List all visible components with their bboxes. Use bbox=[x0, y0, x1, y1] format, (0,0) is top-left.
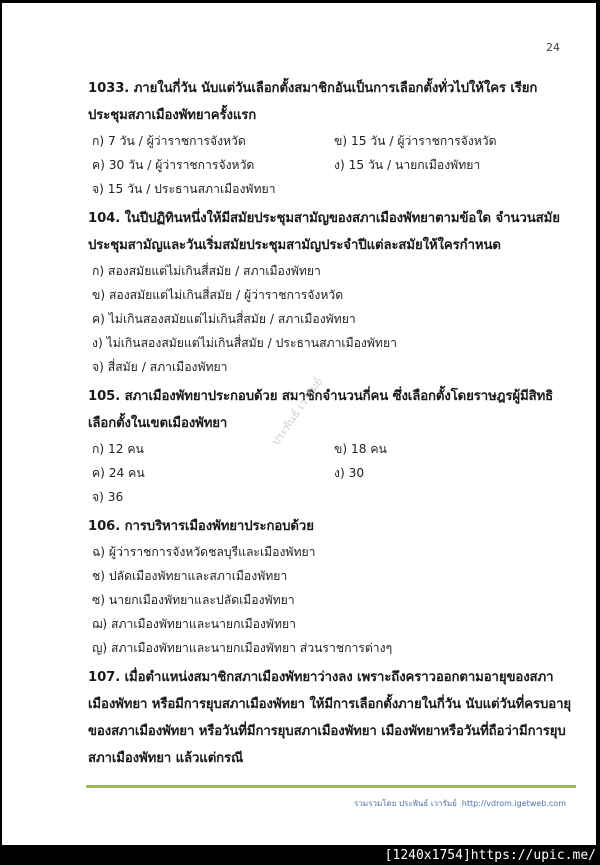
option-cho-choe: ฌ) สภาเมืองพัทยาและนายกเมืองพัทยา bbox=[92, 617, 296, 631]
page-footer bbox=[354, 797, 566, 810]
question-title: 107. เมื่อตำแหน่งสมาชิกสภาเมืองพัทยาว่างลง เพราะถึงคราวออกตามอายุของสภาเมืองพัทยา หรือมีการยุบสภาเมืองพัทยา ให้มีการเลือกตั้งภายในกี่วัน นับแต่วันที่ครบอายุของสภาเมืองพัทยา หรือวันที่มีการยุบสภาเมืองพัทยา เมืองพัทยาหรือวันที่ถือว่ามีการยุบสภาเมืองพัทยา แล้วแต่กรณี bbox=[88, 670, 572, 766]
option-c: ค) 30 วัน / ผู้ว่าราชการจังหวัด bbox=[92, 158, 255, 172]
question-title: 106. การบริหารเมืองพัทยาประกอบด้วย bbox=[88, 519, 314, 534]
author-watermark: ประพันธ์ เวารัมย์ bbox=[269, 375, 326, 449]
option-b: ข) 18 คน bbox=[334, 442, 387, 456]
option-d: ง) 15 วัน / นายกเมืองพัทยา bbox=[334, 158, 481, 172]
question-1033 bbox=[88, 75, 572, 201]
option-b: ข) สองสมัยแต่ไม่เกินสี่สมัย / ผู้ว่าราชการจังหวัด bbox=[92, 288, 344, 302]
option-e: จ) 36 bbox=[92, 490, 124, 504]
question-104 bbox=[88, 205, 572, 379]
question-105 bbox=[88, 383, 572, 509]
options-list bbox=[88, 540, 572, 660]
image-size-stamp: [1240x1754]https://upic.me/ bbox=[384, 848, 596, 863]
footer-url-link[interactable]: http://vdrom.igetweb.com bbox=[461, 799, 566, 808]
option-d: ง) ไม่เกินสองสมัยแต่ไม่เกินสี่สมัย / ประธานสภาเมืองพัทยา bbox=[92, 336, 397, 350]
page-number: 24 bbox=[546, 41, 560, 54]
page-content bbox=[88, 75, 572, 776]
option-e: จ) สี่สมัย / สภาเมืองพัทยา bbox=[92, 360, 228, 374]
question-107 bbox=[88, 664, 572, 772]
option-so-so: ซ) นายกเมืองพัทยาและปลัดเมืองพัทยา bbox=[92, 593, 295, 607]
footer-compiled-by: รวมรวมโดย ประพันธ์ เวารัมย์ bbox=[354, 799, 457, 808]
option-d: ง) 30 bbox=[334, 466, 365, 480]
option-cho-chang: ช) ปลัดเมืองพัทยาและสภาเมืองพัทยา bbox=[92, 569, 288, 583]
option-b: ข) 15 วัน / ผู้ว่าราชการจังหวัด bbox=[334, 134, 497, 148]
option-c: ค) 24 คน bbox=[92, 466, 145, 480]
document-page bbox=[2, 3, 596, 845]
option-a: ก) สองสมัยแต่ไม่เกินสี่สมัย / สภาเมืองพัทยา bbox=[92, 264, 321, 278]
options-list bbox=[88, 259, 572, 379]
option-a: ก) 7 วัน / ผู้ว่าราชการจังหวัด bbox=[92, 134, 246, 148]
option-yo-ying: ญ) สภาเมืองพัทยาและนายกเมืองพัทยา ส่วนราชการต่างๆ bbox=[92, 641, 393, 655]
footer-divider bbox=[86, 785, 576, 788]
option-e: จ) 15 วัน / ประธานสภาเมืองพัทยา bbox=[92, 182, 276, 196]
options-list bbox=[88, 129, 572, 201]
question-106 bbox=[88, 513, 572, 660]
question-title: 105. สภาเมืองพัทยาประกอบด้วย สมาชิกจำนวนกี่คน ซึ่งเลือกตั้งโดยราษฎรผู้มีสิทธิเลือกตั้งในเขตเมืองพัทยา bbox=[88, 389, 554, 431]
option-cho-ching: ฉ) ผู้ว่าราชการจังหวัดชลบุรีและเมืองพัทยา bbox=[92, 545, 316, 559]
question-title: 104. ในปีปฏิทินหนึ่งให้มีสมัยประชุมสามัญของสภาเมืองพัทยาตามข้อใด จำนวนสมัยประชุมสามัญและวันเริ่มสมัยประชุมสามัญประจำปีแต่ละสมัยให้ใครกำหนด bbox=[88, 211, 560, 253]
options-list bbox=[88, 437, 572, 509]
option-a: ก) 12 คน bbox=[92, 442, 144, 456]
option-c: ค) ไม่เกินสองสมัยแต่ไม่เกินสี่สมัย / สภาเมืองพัทยา bbox=[92, 312, 356, 326]
question-title: 1033. ภายในกี่วัน นับแต่วันเลือกตั้งสมาชิกอันเป็นการเลือกตั้งทั่วไปให้ใคร เรียกประชุมสภาเมืองพัทยาครั้งแรก bbox=[88, 81, 538, 123]
